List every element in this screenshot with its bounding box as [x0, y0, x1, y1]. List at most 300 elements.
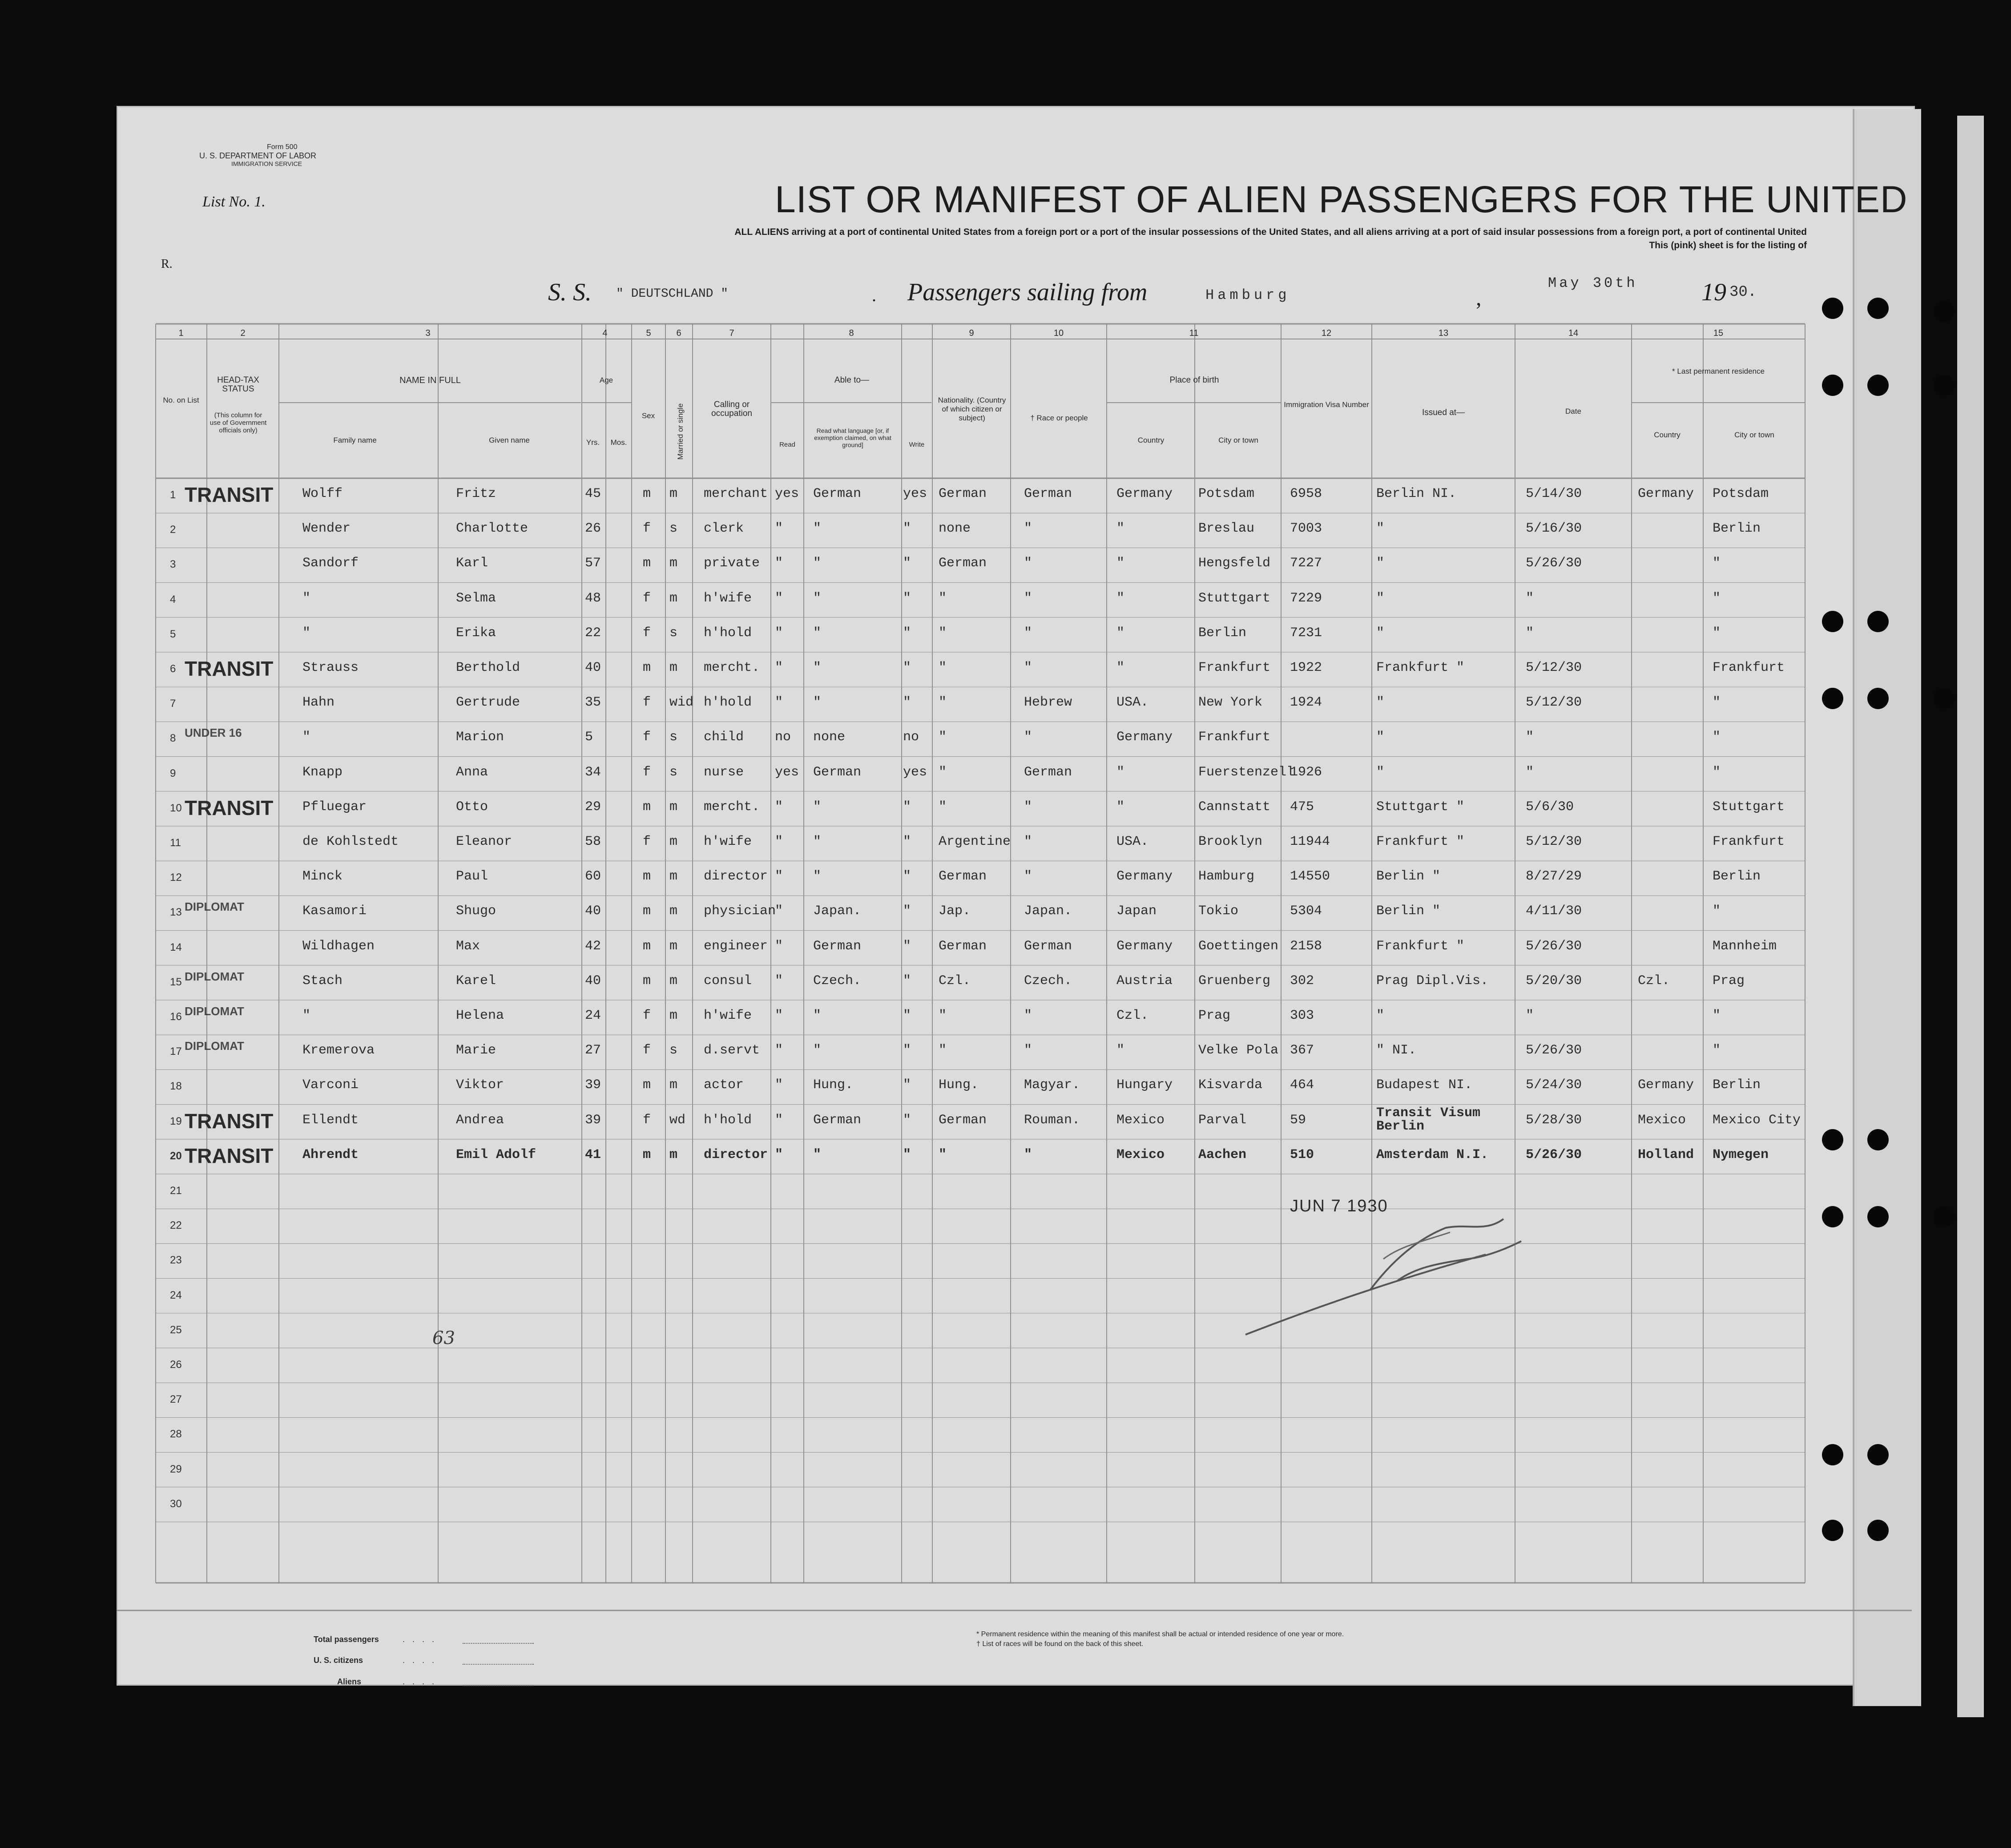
empty-row-number: 24	[170, 1289, 182, 1301]
cell-sex: m	[643, 799, 651, 815]
cell-family: Ahrendt	[302, 1147, 359, 1162]
ship-period: .	[872, 285, 876, 305]
cell-occ: nurse	[704, 764, 744, 780]
cell-nat: "	[939, 799, 947, 815]
cell-bcity: Aachen	[1198, 1147, 1247, 1162]
cell-bcity: Kisvarda	[1198, 1077, 1263, 1093]
cell-vdate: "	[1526, 590, 1534, 606]
cell-lang: Hung.	[813, 1077, 854, 1093]
cell-lang: "	[813, 660, 822, 675]
cell-rcity: Mexico City	[1713, 1112, 1801, 1128]
cell-sex: f	[643, 1043, 651, 1058]
cell-nat: German	[939, 556, 987, 571]
footer-total-label: Total passengers	[314, 1635, 379, 1644]
cell-issued: Berlin "	[1376, 869, 1441, 884]
cell-race: "	[1024, 1008, 1032, 1023]
cell-family: Sandorf	[302, 556, 359, 571]
cell-issued: Stuttgart "	[1376, 799, 1465, 815]
cell-ms: m	[669, 486, 678, 501]
cell-nat: Czl.	[939, 973, 971, 989]
header-write: Write	[909, 441, 925, 448]
footer-aliens-dots: . . . .	[403, 1677, 437, 1686]
cell-race: "	[1024, 834, 1032, 849]
cell-occ: h'wife	[704, 1008, 752, 1023]
cell-lang: "	[813, 1008, 822, 1023]
cell-read: yes	[775, 486, 799, 501]
cell-occ: director	[704, 1147, 768, 1162]
cell-given: Max	[456, 938, 480, 954]
column-number: 10	[1053, 328, 1064, 338]
cell-issued: "	[1376, 556, 1385, 571]
cell-visa: 1922	[1290, 660, 1322, 675]
cell-bcountry: Czl.	[1116, 1008, 1149, 1023]
cell-family: Varconi	[302, 1077, 359, 1093]
cell-rcountry: Germany	[1638, 1077, 1694, 1093]
cell-vdate: "	[1526, 764, 1534, 780]
cell-read: "	[775, 973, 783, 989]
cell-rcity: Frankfurt	[1713, 660, 1785, 675]
cell-visa: 2158	[1290, 938, 1322, 954]
cell-sex: m	[643, 1077, 651, 1093]
cell-sex: m	[643, 973, 651, 989]
column-number: 12	[1321, 328, 1332, 338]
subtitle-line-2: This (pink) sheet is for the listing of	[1649, 240, 1807, 250]
cell-ms: m	[669, 938, 678, 954]
cell-race: "	[1024, 1147, 1032, 1162]
header-residence-country: Country	[1654, 431, 1681, 439]
cell-given: Karl	[456, 556, 488, 571]
cell-occ: director	[704, 869, 768, 884]
cell-race: "	[1024, 556, 1032, 571]
cell-rcity: Potsdam	[1713, 486, 1769, 501]
cell-family: Kasamori	[302, 904, 367, 919]
empty-row-number: 29	[170, 1463, 182, 1475]
cell-bcountry: "	[1116, 521, 1125, 537]
cell-age: 48	[585, 590, 601, 606]
punch-hole	[1933, 688, 1955, 709]
cell-bcountry: Japan	[1116, 904, 1157, 919]
punch-hole	[1822, 298, 1843, 319]
cell-family: "	[302, 730, 311, 745]
cell-write: "	[903, 556, 911, 571]
cell-sex: f	[643, 695, 651, 710]
cell-issued: Frankfurt "	[1376, 834, 1465, 849]
cell-ms: m	[669, 1147, 678, 1162]
cell-lang: "	[813, 556, 822, 571]
cell-rcity: Mannheim	[1713, 938, 1777, 954]
cell-occ: h'wife	[704, 834, 752, 849]
cell-ms: m	[669, 834, 678, 849]
cell-read: "	[775, 625, 783, 641]
cell-issued: "	[1376, 730, 1385, 745]
cell-age: 39	[585, 1077, 601, 1093]
footer-note-residence: * Permanent residence within the meaning of this manifest shall be actual or intended residence of one year or more.	[976, 1630, 1344, 1638]
cell-bcity: Goettingen	[1198, 938, 1279, 954]
cell-no: 7	[170, 698, 176, 710]
punch-hole	[1933, 1206, 1955, 1227]
column-number: 11	[1189, 328, 1199, 338]
cell-issued: "	[1376, 764, 1385, 780]
cell-read: "	[775, 521, 783, 537]
cell-read: no	[775, 730, 791, 745]
head-tax-stamp: TRANSIT	[185, 483, 274, 506]
cell-write: "	[903, 799, 911, 815]
cell-occ: h'hold	[704, 695, 752, 710]
cell-rcountry: Mexico	[1638, 1112, 1686, 1128]
empty-row-number: 25	[170, 1323, 182, 1336]
column-number: 8	[849, 328, 854, 338]
cell-bcity: Breslau	[1198, 521, 1255, 537]
cell-lang: "	[813, 590, 822, 606]
cell-race: "	[1024, 730, 1032, 745]
cell-no: 16	[170, 1011, 182, 1023]
cell-vdate: 5/26/30	[1526, 1043, 1582, 1058]
cell-visa: 7229	[1290, 590, 1322, 606]
cell-write: no	[903, 730, 919, 745]
cell-bcity: Velke Pola	[1198, 1043, 1279, 1058]
cell-nat: "	[939, 1147, 947, 1162]
cell-given: Eleanor	[456, 834, 512, 849]
header-nationality: Nationality. (Country of which citizen or subject)	[938, 396, 1006, 422]
cell-read: "	[775, 660, 783, 675]
cell-visa: 1924	[1290, 695, 1322, 710]
footer-total-blank	[463, 1643, 534, 1644]
header-married: Married or single	[676, 403, 685, 460]
punch-hole	[1867, 375, 1889, 396]
cell-given: Marion	[456, 730, 504, 745]
cell-bcountry: Austria	[1116, 973, 1173, 989]
cell-rcity: "	[1713, 730, 1721, 745]
cell-nat: "	[939, 1008, 947, 1023]
cell-occ: physician	[704, 904, 776, 919]
header-head-tax-note: (This column for use of Government officials only)	[210, 412, 267, 434]
cell-vdate: 5/14/30	[1526, 486, 1582, 501]
cell-lang: German	[813, 486, 862, 501]
cell-race: Japan.	[1024, 904, 1072, 919]
head-tax-stamp: TRANSIT	[185, 1109, 274, 1133]
cell-write: "	[903, 904, 911, 919]
punch-hole	[1867, 1520, 1889, 1541]
cell-read: "	[775, 904, 783, 919]
cell-family: de Kohlstedt	[302, 834, 399, 849]
empty-row-number: 21	[170, 1185, 182, 1197]
head-tax-stamp: DIPLOMAT	[185, 1005, 244, 1018]
subtitle-line-1: ALL ALIENS arriving at a port of continental United States from a foreign port or a port of the insular possessions of the United States, and all aliens arriving at a port of said insular possessions from a foreign port, a port of continental United	[734, 227, 1807, 237]
cell-age: 22	[585, 625, 601, 641]
column-number: 15	[1713, 328, 1724, 338]
header-place-of-birth: Place of birth	[1169, 375, 1219, 385]
cell-vdate: 5/24/30	[1526, 1077, 1582, 1093]
cell-sex: f	[643, 625, 651, 641]
cell-vdate: 5/26/30	[1526, 556, 1582, 571]
cell-age: 58	[585, 834, 601, 849]
cell-bcountry: Mexico	[1116, 1147, 1165, 1162]
cell-age: 41	[585, 1147, 601, 1162]
cell-lang: Japan.	[813, 904, 862, 919]
year-prefix: 19	[1701, 278, 1726, 306]
cell-vdate: "	[1526, 625, 1534, 641]
cell-age: 60	[585, 869, 601, 884]
empty-row-number: 23	[170, 1254, 182, 1267]
cell-visa: 7231	[1290, 625, 1322, 641]
cell-ms: m	[669, 869, 678, 884]
cell-issued: "	[1376, 590, 1385, 606]
punch-hole	[1867, 1129, 1889, 1150]
cell-bcity: New York	[1198, 695, 1263, 710]
cell-read: "	[775, 869, 783, 884]
cell-sex: m	[643, 660, 651, 675]
footer-total-dots: . . . .	[403, 1635, 437, 1644]
cell-lang: "	[813, 695, 822, 710]
cell-visa: 59	[1290, 1112, 1306, 1128]
cell-bcountry: Germany	[1116, 869, 1173, 884]
cell-race: "	[1024, 590, 1032, 606]
cell-sex: f	[643, 590, 651, 606]
punch-hole	[1822, 1520, 1843, 1541]
cell-vdate: 5/12/30	[1526, 695, 1582, 710]
cell-vdate: 5/26/30	[1526, 938, 1582, 954]
cell-no: 10	[170, 802, 182, 814]
header-read: Read	[779, 441, 795, 448]
column-number: 6	[676, 328, 681, 338]
list-number: List No. 1.	[202, 194, 266, 210]
cell-no: 6	[170, 663, 176, 675]
cell-visa: 7227	[1290, 556, 1322, 571]
punch-hole	[1822, 611, 1843, 632]
cell-sex: m	[643, 486, 651, 501]
cell-lang: German	[813, 1112, 862, 1128]
cell-ms: m	[669, 904, 678, 919]
cell-occ: actor	[704, 1077, 744, 1093]
cell-sex: f	[643, 1008, 651, 1023]
cell-race: "	[1024, 660, 1032, 675]
punch-hole	[1867, 1444, 1889, 1465]
cell-given: Otto	[456, 799, 488, 815]
empty-row-number: 22	[170, 1219, 182, 1232]
cell-family: Minck	[302, 869, 343, 884]
cell-sex: m	[643, 904, 651, 919]
header-read-language: Read what language [or, if exemption claimed, on what ground]	[814, 427, 891, 448]
cell-age: 29	[585, 799, 601, 815]
cell-family: "	[302, 590, 311, 606]
cell-lang: "	[813, 1147, 822, 1162]
ss-label: S. S.	[548, 278, 592, 306]
punch-hole	[1867, 298, 1889, 319]
cell-rcity: Frankfurt	[1713, 834, 1785, 849]
cell-lang: German	[813, 938, 862, 954]
cell-read: "	[775, 1112, 783, 1128]
cell-lang: "	[813, 521, 822, 537]
cell-age: 34	[585, 764, 601, 780]
cell-vdate: 5/28/30	[1526, 1112, 1582, 1128]
header-residence-city: City or town	[1734, 431, 1774, 439]
cell-nat: none	[939, 521, 971, 537]
cell-issued: Amsterdam N.I.	[1376, 1147, 1489, 1162]
cell-no: 1	[170, 489, 176, 501]
cell-family: Knapp	[302, 764, 343, 780]
cell-lang: "	[813, 799, 822, 815]
cell-family: Hahn	[302, 695, 335, 710]
cell-rcity: "	[1713, 1043, 1721, 1058]
column-number: 4	[602, 328, 608, 338]
cell-issued: Frankfurt "	[1376, 660, 1465, 675]
empty-row-number: 27	[170, 1393, 182, 1406]
column-number: 1	[178, 328, 184, 338]
cell-given: Helena	[456, 1008, 504, 1023]
cell-sex: m	[643, 938, 651, 954]
cell-given: Berthold	[456, 660, 520, 675]
column-number: 14	[1568, 328, 1579, 338]
cell-occ: d.servt	[704, 1043, 760, 1058]
cell-visa: 7003	[1290, 521, 1322, 537]
cell-family: Wender	[302, 521, 351, 537]
cell-lang: "	[813, 869, 822, 884]
cell-given: Fritz	[456, 486, 496, 501]
cell-rcity: "	[1713, 904, 1721, 919]
page-title: LIST OR MANIFEST OF ALIEN PASSENGERS FOR THE UNITED	[775, 178, 1908, 220]
cell-read: yes	[775, 764, 799, 780]
header-no-on-list: No. on List	[163, 396, 199, 404]
cell-write: "	[903, 1008, 911, 1023]
cell-bcity: Tokio	[1198, 904, 1239, 919]
cell-sex: f	[643, 1112, 651, 1128]
cell-race: Magyar.	[1024, 1077, 1080, 1093]
header-race: † Race or people	[1030, 414, 1088, 422]
cell-family: "	[302, 625, 311, 641]
cell-sex: f	[643, 521, 651, 537]
empty-row-number: 28	[170, 1428, 182, 1440]
cell-write: "	[903, 938, 911, 954]
cell-family: Wildhagen	[302, 938, 375, 954]
cell-nat: "	[939, 625, 947, 641]
cell-read: "	[775, 556, 783, 571]
date-stamp: JUN 7 1930	[1290, 1197, 1388, 1215]
cell-vdate: 5/12/30	[1526, 834, 1582, 849]
cell-bcity: Stuttgart	[1198, 590, 1271, 606]
header-birth-city: City or town	[1218, 436, 1258, 444]
cell-occ: consul	[704, 973, 752, 989]
cell-given: Charlotte	[456, 521, 528, 537]
cell-age: 26	[585, 521, 601, 537]
footer-citizens-label: U. S. citizens	[314, 1656, 363, 1665]
cell-rcity: Stuttgart	[1713, 799, 1785, 815]
cell-lang: none	[813, 730, 846, 745]
cell-race: "	[1024, 521, 1032, 537]
cell-no: 8	[170, 732, 176, 745]
cell-issued: Transit Visum Berlin	[1376, 1105, 1481, 1134]
cell-sex: m	[643, 1147, 651, 1162]
cell-family: Kremerova	[302, 1043, 375, 1058]
cell-no: 4	[170, 593, 176, 605]
footer-citizens-blank	[463, 1664, 534, 1665]
punch-hole	[1933, 301, 1955, 322]
cell-bcountry: "	[1116, 764, 1125, 780]
cell-family: Pfluegar	[302, 799, 367, 815]
cell-visa: 6958	[1290, 486, 1322, 501]
cell-read: "	[775, 1008, 783, 1023]
cell-ms: m	[669, 590, 678, 606]
header-given-name: Given name	[489, 436, 530, 444]
cell-vdate: 5/6/30	[1526, 799, 1574, 815]
cell-given: Shugo	[456, 904, 496, 919]
cell-nat: Argentine	[939, 834, 1011, 849]
cell-ms: m	[669, 799, 678, 815]
cell-given: Gertrude	[456, 695, 520, 710]
cell-vdate: 5/26/30	[1526, 1147, 1582, 1162]
cell-read: "	[775, 799, 783, 815]
cell-nat: German	[939, 869, 987, 884]
cell-rcountry: Holland	[1638, 1147, 1694, 1162]
header-able-to: Able to—	[834, 375, 870, 385]
cell-bcity: Gruenberg	[1198, 973, 1271, 989]
cell-age: 5	[585, 730, 593, 745]
cell-issued: "	[1376, 695, 1385, 710]
head-tax-stamp: TRANSIT	[185, 657, 274, 680]
cell-no: 2	[170, 524, 176, 536]
cell-lang: "	[813, 625, 822, 641]
header-visa-number: Immigration Visa Number	[1284, 400, 1369, 409]
sailing-date: May 30th	[1548, 275, 1638, 291]
cell-given: Viktor	[456, 1077, 504, 1093]
cell-issued: Frankfurt "	[1376, 938, 1465, 954]
cell-sex: f	[643, 730, 651, 745]
cell-given: Marie	[456, 1043, 496, 1058]
header-issued-at: Issued at—	[1422, 408, 1465, 417]
cell-rcity: "	[1713, 764, 1721, 780]
cell-bcity: Frankfurt	[1198, 660, 1271, 675]
cell-lang: Czech.	[813, 973, 862, 989]
column-number: 7	[729, 328, 734, 338]
footer-note-races: † List of races will be found on the back of this sheet.	[976, 1640, 1144, 1648]
cell-no: 14	[170, 941, 182, 953]
cell-rcity: "	[1713, 556, 1721, 571]
cell-nat: "	[939, 695, 947, 710]
cell-nat: "	[939, 764, 947, 780]
cell-ms: s	[669, 1043, 678, 1058]
cell-occ: mercht.	[704, 799, 760, 815]
header-age: Age	[599, 376, 613, 384]
cell-bcountry: USA.	[1116, 834, 1149, 849]
cell-issued: Berlin NI.	[1376, 486, 1457, 501]
punch-hole	[1933, 375, 1955, 396]
cell-read: "	[775, 834, 783, 849]
cell-family: Strauss	[302, 660, 359, 675]
cell-bcountry: "	[1116, 1043, 1125, 1058]
header-age-yrs: Yrs.	[586, 438, 600, 447]
header-head-tax: HEAD-TAX STATUS	[217, 375, 259, 394]
cell-age: 42	[585, 938, 601, 954]
cell-vdate: 5/20/30	[1526, 973, 1582, 989]
cell-ms: s	[669, 521, 678, 537]
cell-age: 35	[585, 695, 601, 710]
cell-bcountry: Germany	[1116, 730, 1173, 745]
cell-rcity: Berlin	[1713, 1077, 1761, 1093]
cell-nat: "	[939, 1043, 947, 1058]
cell-no: 15	[170, 976, 182, 988]
cell-ms: m	[669, 1077, 678, 1093]
cell-age: 57	[585, 556, 601, 571]
cell-write: "	[903, 521, 911, 537]
head-tax-stamp: TRANSIT	[185, 1144, 274, 1167]
cell-given: Selma	[456, 590, 496, 606]
cell-ms: s	[669, 764, 678, 780]
cell-nat: "	[939, 730, 947, 745]
cell-no: 17	[170, 1045, 182, 1058]
cell-rcity: Prag	[1713, 973, 1745, 989]
cell-read: "	[775, 590, 783, 606]
cell-no: 9	[170, 767, 176, 779]
cell-bcity: Potsdam	[1198, 486, 1255, 501]
